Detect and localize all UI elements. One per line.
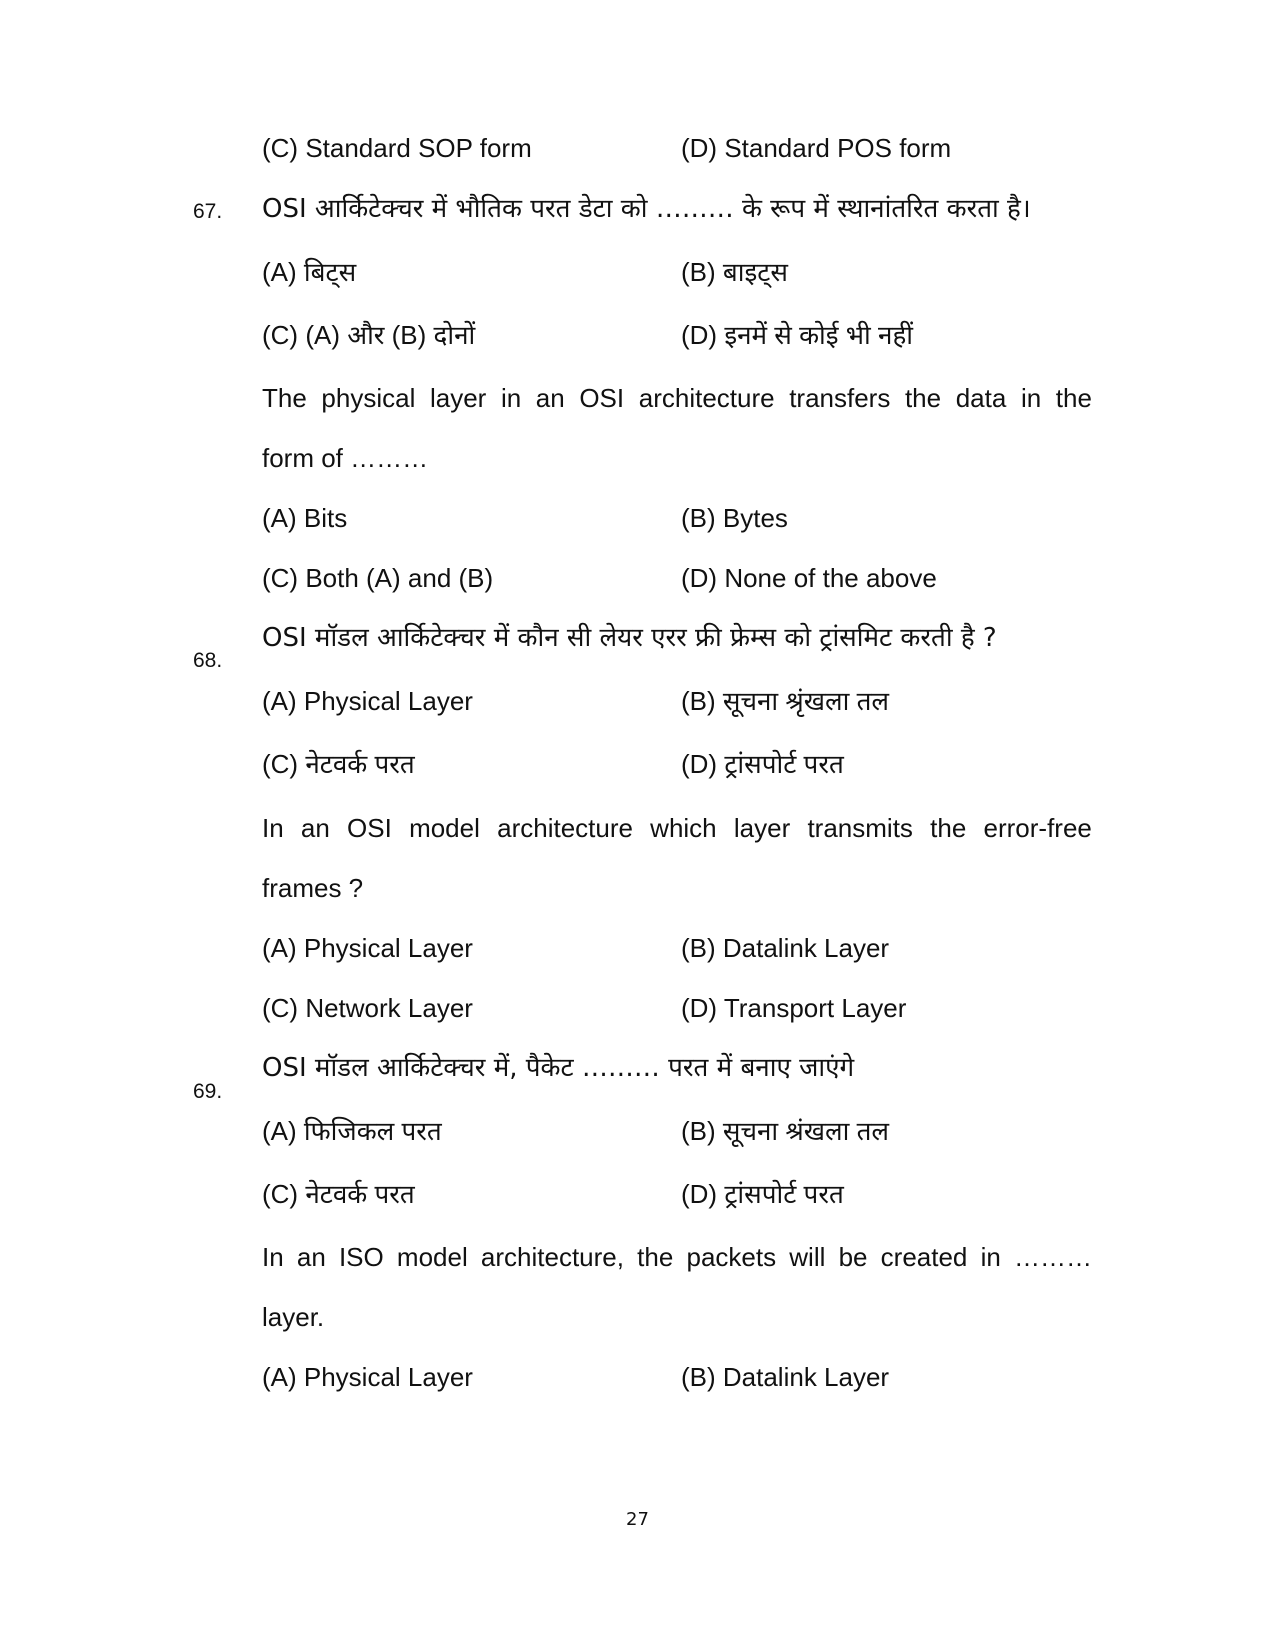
justified-word: an — [296, 1242, 326, 1272]
question-67-english-line1 — [262, 382, 1092, 414]
justified-word: in — [500, 383, 522, 413]
q68-english-option-a: (A) Physical Layer — [262, 933, 473, 963]
justified-word: the — [637, 1242, 674, 1272]
q68-english-option-b: (B) Datalink Layer — [681, 933, 890, 963]
question-number-68: 68. — [193, 649, 223, 672]
q67-english-option-d: (D) None of the above — [681, 563, 937, 593]
question-68-english-line2: frames ? — [262, 873, 364, 903]
question-number-67: 67. — [193, 200, 223, 223]
justified-word: In — [262, 813, 284, 843]
q69-hindi-option-b: (B) सूचना श्रंखला तल — [681, 1116, 890, 1146]
carryover-option-c: (C) Standard SOP form — [262, 133, 532, 163]
q68-hindi-option-b: (B) सूचना श्रृंखला तल — [681, 686, 890, 716]
justified-word: OSI — [347, 813, 392, 843]
justified-word: data — [955, 383, 1007, 413]
question-68-hindi: OSI मॉडल आर्किटेक्चर में कौन सी लेयर एरर फ्री फ्रेम्स को ट्रांसमिट करती है ? — [262, 623, 997, 653]
q67-hindi-option-b: (B) बाइट्स — [681, 257, 788, 287]
q67-english-option-c: (C) Both (A) and (B) — [262, 563, 494, 593]
justified-word: model — [409, 813, 480, 843]
justified-word: will — [789, 1242, 826, 1272]
q67-english-option-a: (A) Bits — [262, 503, 348, 533]
justified-word: packets — [686, 1242, 777, 1272]
justified-word: architecture — [638, 383, 775, 413]
page-number: 27 — [626, 1509, 649, 1530]
justified-word: an — [300, 813, 330, 843]
q68-english-option-c: (C) Network Layer — [262, 993, 473, 1023]
question-68-english-line1 — [262, 812, 1092, 844]
justified-word: created — [880, 1242, 968, 1272]
question-67-english-line2: form of ……… — [262, 443, 429, 473]
justified-word: the — [930, 813, 967, 843]
justified-word: which — [650, 813, 717, 843]
q69-hindi-option-a: (A) फिजिकल परत — [262, 1116, 442, 1146]
question-69-hindi: OSI मॉडल आर्किटेक्चर में, पैकेट ……… परत में बनाए जाएंगे — [262, 1053, 855, 1083]
q68-hindi-option-d: (D) ट्रांसपोर्ट परत — [681, 749, 844, 779]
carryover-option-d: (D) Standard POS form — [681, 133, 952, 163]
justified-word: architecture — [497, 813, 633, 843]
question-number-69: 69. — [193, 1080, 223, 1103]
justified-word: architecture, — [480, 1242, 624, 1272]
justified-word: be — [838, 1242, 868, 1272]
question-69-english-line2: layer. — [262, 1302, 325, 1332]
q69-english-option-b: (B) Datalink Layer — [681, 1362, 890, 1392]
q69-hindi-option-d: (D) ट्रांसपोर्ट परत — [681, 1179, 844, 1209]
q67-hindi-option-d: (D) इनमें से कोई भी नहीं — [681, 320, 913, 350]
q69-hindi-option-c: (C) नेटवर्क परत — [262, 1179, 415, 1209]
justified-word: OSI — [579, 383, 625, 413]
q68-english-option-d: (D) Transport Layer — [681, 993, 907, 1023]
justified-word: ISO — [338, 1242, 384, 1272]
justified-word: in — [980, 1242, 1001, 1272]
justified-word: the — [1055, 383, 1092, 413]
question-69-english-line1 — [262, 1241, 1092, 1273]
justified-word: transmits — [807, 813, 913, 843]
justified-word: in — [1020, 383, 1042, 413]
justified-word: the — [904, 383, 942, 413]
justified-word: transfers — [789, 383, 891, 413]
justified-word: model — [396, 1242, 468, 1272]
justified-word: In — [262, 1242, 284, 1272]
justified-word: ……… — [1013, 1242, 1092, 1272]
justified-word: The — [262, 383, 307, 413]
q68-hindi-option-a: (A) Physical Layer — [262, 686, 473, 716]
question-67-hindi: OSI आर्किटेक्चर में भौतिक परत डेटा को ……… के रूप में स्थानांतरित करता है। — [262, 194, 1031, 224]
q67-english-option-b: (B) Bytes — [681, 503, 788, 533]
q67-hindi-option-a: (A) बिट्स — [262, 257, 357, 287]
justified-word: physical — [321, 383, 416, 413]
q67-hindi-option-c: (C) (A) और (B) दोनों — [262, 320, 476, 350]
justified-word: layer — [733, 813, 791, 843]
justified-word: an — [535, 383, 565, 413]
justified-word: error-free — [983, 813, 1092, 843]
q68-hindi-option-c: (C) नेटवर्क परत — [262, 749, 415, 779]
justified-word: layer — [429, 383, 487, 413]
q69-english-option-a: (A) Physical Layer — [262, 1362, 473, 1392]
